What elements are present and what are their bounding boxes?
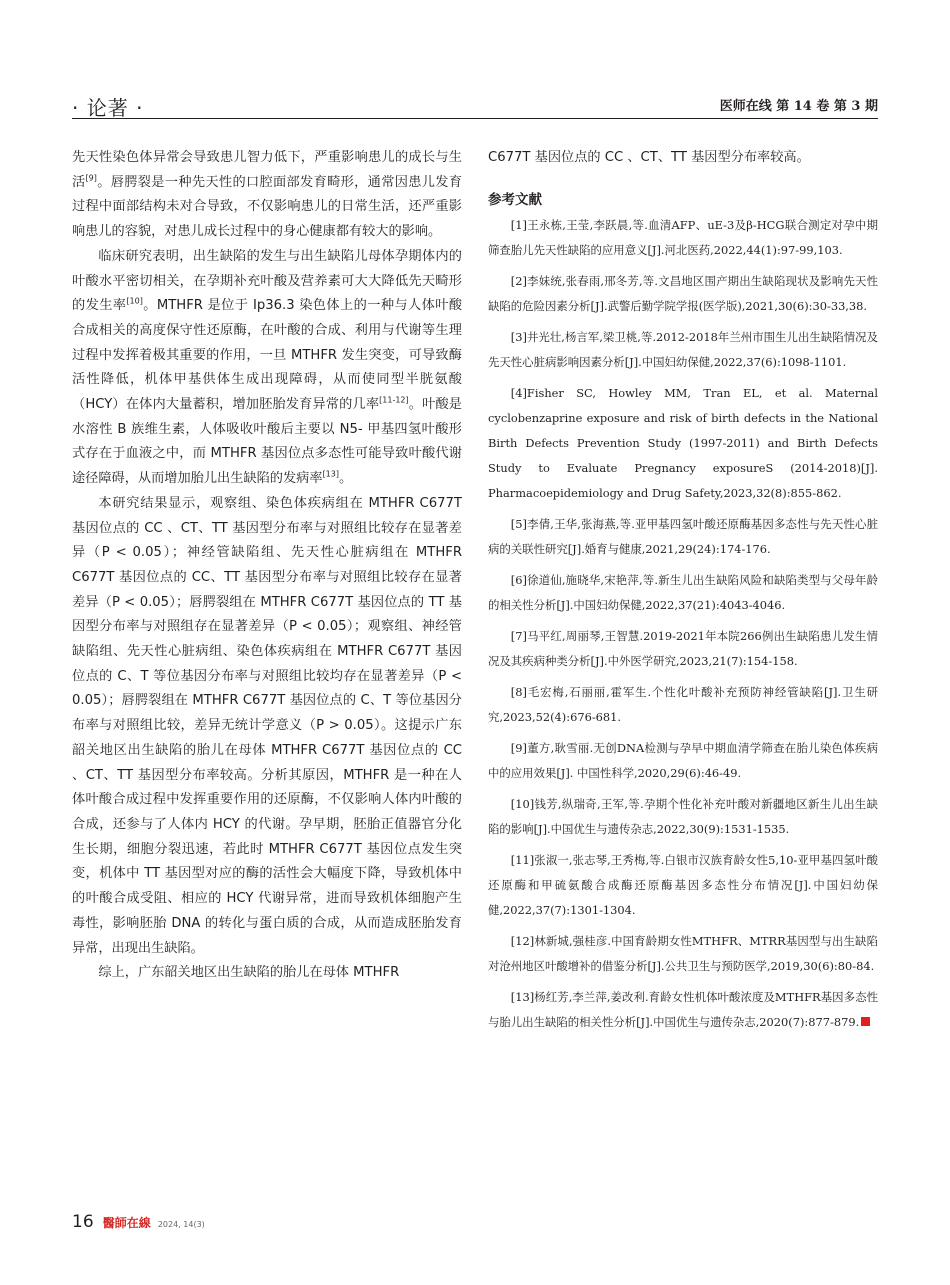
header-rule (72, 118, 878, 119)
right-column (488, 146, 878, 1041)
reference-item: [8]毛宏梅,石丽丽,霍军生.个性化叶酸补充预防神经管缺陷[J].卫生研究,2023,52(4):676-681. (488, 684, 878, 724)
reference-item: [4]Fisher SC, Howley MM, Tran EL, et al. Maternal cyclobenzaprine exposure and risk of birth defects in the National Birth Defects Prevention Study (1997-2011) and Birth Defects Study to Evaluate Pregnancy exposureS (2014-2018)[J]. Pharmacoepidemiology and Drug Safety,2023,32(8):855-862. (488, 385, 878, 500)
references-heading: 参考文献 (488, 191, 542, 208)
reference-item: [1]王永栋,王莹,李跃晨,等.血清AFP、uE-3及β-HCG联合测定对孕中期筛查胎儿先天性缺陷的应用意义[J].河北医药,2022,44(1):97-99,103. (488, 217, 878, 257)
paragraph: 综上，广东韶关地区出生缺陷的胎儿在母体 MTHFR (98, 965, 400, 981)
reference-item: [3]井光壮,杨言军,梁卫桃,等.2012-2018年兰州市围生儿出生缺陷情况及先天性心脏病影响因素分析[J].中国妇幼保健,2022,37(6):1098-1101. (488, 329, 878, 369)
reference-item: [13]杨红芳,李兰萍,姜改利.育龄女性机体叶酸浓度及MTHFR基因多态性与胎儿出生缺陷的相关性分析[J].中国优生与遗传杂志,2020(7):877-879. (488, 989, 878, 1029)
journal-info: 医师在线 第 14 卷 第 3 期 (719, 99, 878, 114)
reference-item: [12]林新城,强桂彦.中国育龄期女性MTHFR、MTRR基因型与出生缺陷对沧州地区叶酸增补的借鉴分析[J].公共卫生与预防医学,2019,30(6):80-84. (488, 933, 878, 973)
reference-item: [5]李倩,王华,张海燕,等.亚甲基四氢叶酸还原酶基因多态性与先天性心脏病的关联性研究[J].婚育与健康,2021,29(24):174-176. (488, 516, 878, 556)
reference-item: [2]李妹统,张春雨,邢冬芳,等.文昌地区围产期出生缺陷现状及影响先天性缺陷的危险因素分析[J].武警后勤学院学报(医学版),2021,30(6):30-33,38. (488, 273, 878, 313)
reference-item: [9]董方,耿雪丽.无创DNA检测与孕早中期血清学筛查在胎儿染色体疾病中的应用效果[J]. 中国性科学,2020,29(6):46-49. (488, 740, 878, 780)
journal-logo: 醫師在線 (102, 1216, 151, 1230)
paragraph: C677T 基因位点的 CC 、CT、TT 基因型分布率较高。 (488, 150, 810, 165)
paragraph: 临床研究表明，出生缺陷的发生与出生缺陷儿母体孕期体内的叶酸水平密切相关，在孕期补充叶酸及营养素可大大降低先天畸形的发生率[10]。MTHFR 是位于 Ip36.3 染色体上的一种与人体叶酸合成相关的高度保守性还原酶，在叶酸的合成、利用与代谢等生理过程中发挥着极其重要的作用，一旦 MTHFR 发生突变，可导致酶活性降低，机体甲基供体生成出现障碍，从而使同型半胱氨酸（HCY）在体内大量蓄积，增加胚胎发育异常的几率[11-12]。叶酸是水溶性 B 族维生素，人体吸收叶酸后主要以 N5- 甲基四氢叶酸形式存在于血液之中，而 MTHFR 基因位点多态性可能导致叶酸代谢途径障碍，从而增加胎儿出生缺陷的发病率[13]。 (72, 248, 463, 487)
section-label: · 论著 · (72, 96, 144, 120)
page-footer (72, 1212, 205, 1232)
reference-item: [6]徐道仙,施晓华,宋艳萍,等.新生儿出生缺陷风险和缺陷类型与父母年龄的相关性分析[J].中国妇幼保健,2022,37(21):4043-4046. (488, 572, 878, 612)
paragraph: 本研究结果显示，观察组、染色体疾病组在 MTHFR C677T 基因位点的 CC 、CT、TT 基因型分布率与对照组比较存在显著差异（P < 0.05）；神经管缺陷组、先天性心脏病组在 MTHFR C677T 基因位点的 CC、TT 基因型分布率与对照组比较存在显著差异（P < 0.05）；唇腭裂组在 MTHFR C677T 基因位点的 TT 基因型分布率与对照组存在显著差异（P < 0.05）；观察组、神经管缺陷组、先天性心脏病组、染色体疾病组在 MTHFR C677T 基因位点的 C、T 等位基因分布率与对照组比较均存在显著差异（P < 0.05）；唇腭裂组在 MTHFR C677T 基因位点的 C、T 等位基因分布率与对照组比较，差异无统计学意义（P > 0.05）。这提示广东韶关地区出生缺陷的胎儿在母体 MTHFR C677T 基因位点的 CC 、CT、TT 基因型分布率较高。分析其原因，MTHFR 是一种在人体叶酸合成过程中发挥重要作用的还原酶，不仅影响人体内叶酸的合成，还参与了人体内 HCY 的代谢。孕早期，胚胎正值器官分化生长期，细胞分裂迅速，若此时 MTHFR C677T 基因位点发生突变，机体中 TT 基因型对应的酶的活性会大幅度下降，导致机体中的叶酸合成受阻、相应的 HCY 代谢异常，进而导致机体细胞产生毒性，影响胚胎 DNA 的转化与蛋白质的合成，从而造成胚胎发育异常，出现出生缺陷。 (72, 495, 462, 956)
reference-list (488, 213, 878, 1035)
left-column (72, 146, 462, 986)
reference-item: [11]张淑一,张志琴,王秀梅,等.白银市汉族育龄女性5,10-亚甲基四氢叶酸还原酶和甲硫氨酸合成酶还原酶基因多态性分布情况[J].中国妇幼保健,2022,37(7):1301-1304. (488, 852, 878, 917)
issue-label: 2024, 14(3) (157, 1220, 205, 1229)
end-mark-icon (861, 1017, 870, 1026)
reference-item: [7]马平红,周丽琴,王智慧.2019-2021年本院266例出生缺陷患儿发生情况及其疾病种类分析[J].中外医学研究,2023,21(7):154-158. (488, 628, 878, 668)
reference-item: [10]钱芳,纵瑞奇,王军,等.孕期个性化补充叶酸对新疆地区新生儿出生缺陷的影响[J].中国优生与遗传杂志,2022,30(9):1531-1535. (488, 796, 878, 836)
paragraph: 先天性染色体异常会导致患儿智力低下，严重影响患儿的成长与生活[9]。唇腭裂是一种先天性的口腔面部发育畸形，通常因患儿发育过程中面部结构未对合导致，不仅影响患儿的日常生活，还严重影响患儿的容貌，对患儿成长过程中的身心健康都有较大的影响。 (72, 150, 463, 240)
page-number: 16 (72, 1212, 94, 1232)
